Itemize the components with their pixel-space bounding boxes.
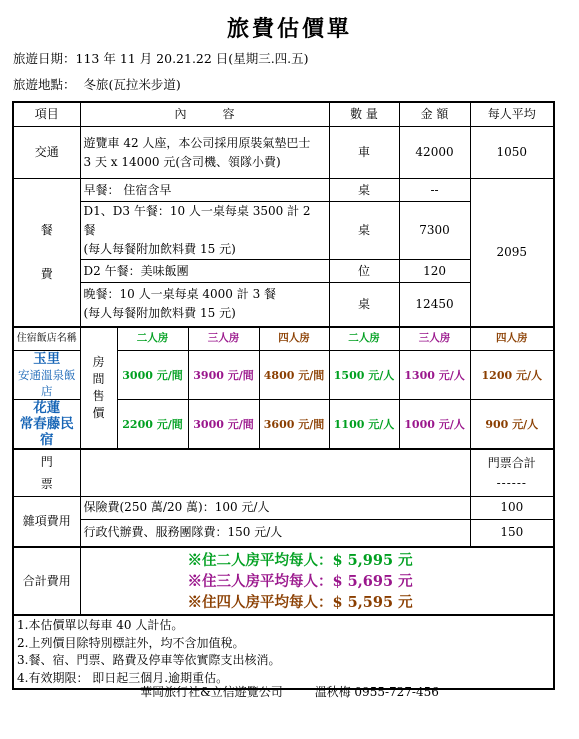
- header-item: 項目: [13, 102, 80, 127]
- hotel-price: 1200 元/人: [470, 351, 554, 400]
- hotel-price: 1100 元/人: [329, 400, 399, 450]
- table-header-row: [13, 102, 554, 127]
- tickets-row: [13, 449, 554, 496]
- meals-item-top: 餐: [40, 223, 53, 238]
- header-amount: 金 額: [399, 102, 470, 127]
- footer-contact: 溫秋梅 0955-727-456: [314, 685, 439, 699]
- tickets-avg: [470, 449, 554, 496]
- transport-unit: 車: [329, 127, 399, 179]
- total-row: [13, 547, 554, 615]
- notes-row: [13, 615, 554, 689]
- room-type-header: 二人房: [329, 327, 399, 351]
- room-type-header: 四人房: [259, 327, 329, 351]
- total-four-room: ※住四人房平均每人：$ 5,595 元: [187, 593, 413, 611]
- meal-dinner: [80, 283, 329, 327]
- misc-row: [13, 519, 554, 547]
- meal-lunch-line1: D1、D3 午餐：10 人一桌每桌 3500 計 2 餐: [83, 204, 311, 237]
- page-title: 旅費估價單: [226, 16, 352, 42]
- meal-breakfast-unit: 桌: [329, 179, 399, 202]
- note-item: 2.上列價目除特別標註外，均不含加值稅。: [17, 635, 245, 650]
- tickets-item: [13, 449, 80, 496]
- transport-line2: 3 天 x 14000 元(含司機、領隊小費): [83, 154, 281, 169]
- transport-line1: 遊覽車 42 人座，本公司採用原裝氣墊巴士: [83, 135, 311, 150]
- hotel-price: 3000 元/間: [117, 351, 188, 400]
- hotel-price: 900 元/人: [470, 400, 554, 450]
- vertical-label: [81, 354, 117, 422]
- misc-row: [13, 496, 554, 519]
- vertical-char: 售: [92, 388, 105, 403]
- hotel-title: 安通溫泉飯店: [18, 368, 76, 398]
- footer-company: 華岡旅行社&立信遊覽公司: [140, 685, 283, 699]
- meals-item-bottom: 費: [40, 267, 53, 282]
- meal-lunch-d2-unit: 位: [329, 260, 399, 283]
- meals-avg: 2095: [470, 179, 554, 327]
- total-content: [80, 547, 554, 615]
- meal-dinner-unit: 桌: [329, 283, 399, 327]
- meal-row: [13, 179, 554, 202]
- transport-row: [13, 127, 554, 179]
- travel-date-value: 113 年 11 月 20.21.22 日(星期三.四.五): [75, 51, 309, 66]
- room-type-header: 四人房: [470, 327, 554, 351]
- hotel-price: 1000 元/人: [399, 400, 470, 450]
- travel-place: [13, 75, 181, 93]
- meal-lunch-d2: D2 午餐：美味飯團: [80, 260, 329, 283]
- room-price-vertical-label: [80, 327, 117, 450]
- meal-dinner-amount: 12450: [399, 283, 470, 327]
- lodging-header-row: [13, 327, 554, 351]
- transport-avg: 1050: [470, 127, 554, 179]
- header-qty: 數 量: [329, 102, 399, 127]
- misc-content: 保險費(250 萬/20 萬)：100 元/人: [80, 496, 470, 519]
- total-item: 合計費用: [13, 547, 80, 615]
- room-type-header: 二人房: [117, 327, 188, 351]
- vertical-char: 房: [92, 354, 105, 369]
- hotel-location: 玉里: [33, 351, 61, 367]
- header-content: 內 容: [80, 102, 329, 127]
- hotel-name: [13, 400, 80, 450]
- meal-dinner-line1: 晚餐：10 人一桌每桌 4000 計 3 餐: [83, 287, 277, 302]
- hotel-price: 2200 元/間: [117, 400, 188, 450]
- tickets-item-top: 門: [40, 454, 53, 469]
- hotel-price: 1500 元/人: [329, 351, 399, 400]
- transport-item: 交通: [13, 127, 80, 179]
- meal-dinner-line2: (每人每餐附加飲料費 15 元): [83, 306, 236, 321]
- transport-amount: 42000: [399, 127, 470, 179]
- hotel-price: 4800 元/間: [259, 351, 329, 400]
- hotel-price: 1300 元/人: [399, 351, 470, 400]
- tickets-item-bottom: 票: [40, 476, 53, 491]
- misc-content: 行政代辦費、服務團隊費：150 元/人: [80, 519, 470, 547]
- transport-content: [80, 127, 329, 179]
- meal-lunch-amount: 7300: [399, 202, 470, 260]
- travel-date: [13, 49, 309, 67]
- hotel-price: 3000 元/間: [188, 400, 259, 450]
- vertical-char: 價: [92, 405, 105, 420]
- travel-place-label: 旅遊地點：: [13, 77, 76, 92]
- meal-lunch-d2-amount: 120: [399, 260, 470, 283]
- meal-lunch-unit: 桌: [329, 202, 399, 260]
- meal-breakfast-amount: --: [399, 179, 470, 202]
- hotel-name-header: 住宿飯店名稱: [13, 327, 80, 351]
- note-item: 3.餐、宿、門票、路費及停車等依實際支出核消。: [17, 653, 281, 667]
- hotel-location: 花蓮: [33, 400, 61, 416]
- meal-lunch-d1d3: [80, 202, 329, 260]
- quote-table: [12, 101, 555, 690]
- meal-breakfast: 早餐： 住宿含早: [80, 179, 329, 202]
- header-avg: 每人平均: [470, 102, 554, 127]
- vertical-char: 間: [92, 371, 105, 386]
- meals-item: [13, 179, 80, 327]
- total-two-room: ※住二人房平均每人：$ 5,995 元: [187, 551, 413, 569]
- footer: [0, 683, 579, 700]
- misc-avg: 150: [470, 519, 554, 547]
- notes: [13, 615, 554, 689]
- hotel-title: 常春藤民宿: [19, 416, 74, 448]
- note-item: 1.本估價單以每車 40 人計估。: [17, 618, 184, 632]
- room-type-header: 三人房: [188, 327, 259, 351]
- room-type-header: 三人房: [399, 327, 470, 351]
- misc-item: 雜項費用: [13, 496, 80, 547]
- hotel-name: [13, 351, 80, 400]
- misc-avg: 100: [470, 496, 554, 519]
- tickets-avg-value: ------: [496, 475, 527, 490]
- tickets-avg-label: 門票合計: [487, 455, 536, 470]
- hotel-price: 3900 元/間: [188, 351, 259, 400]
- total-three-room: ※住三人房平均每人：$ 5,695 元: [187, 572, 413, 590]
- travel-date-label: 旅遊日期：: [13, 51, 76, 66]
- meal-lunch-line2: (每人每餐附加飲料費 15 元): [83, 242, 236, 256]
- travel-place-value: 冬旅(瓦拉米步道): [83, 77, 181, 92]
- note-item: 4.有效期限： 即日起三個月.逾期重估。: [17, 670, 229, 685]
- hotel-price: 3600 元/間: [259, 400, 329, 450]
- tickets-content: [80, 449, 470, 496]
